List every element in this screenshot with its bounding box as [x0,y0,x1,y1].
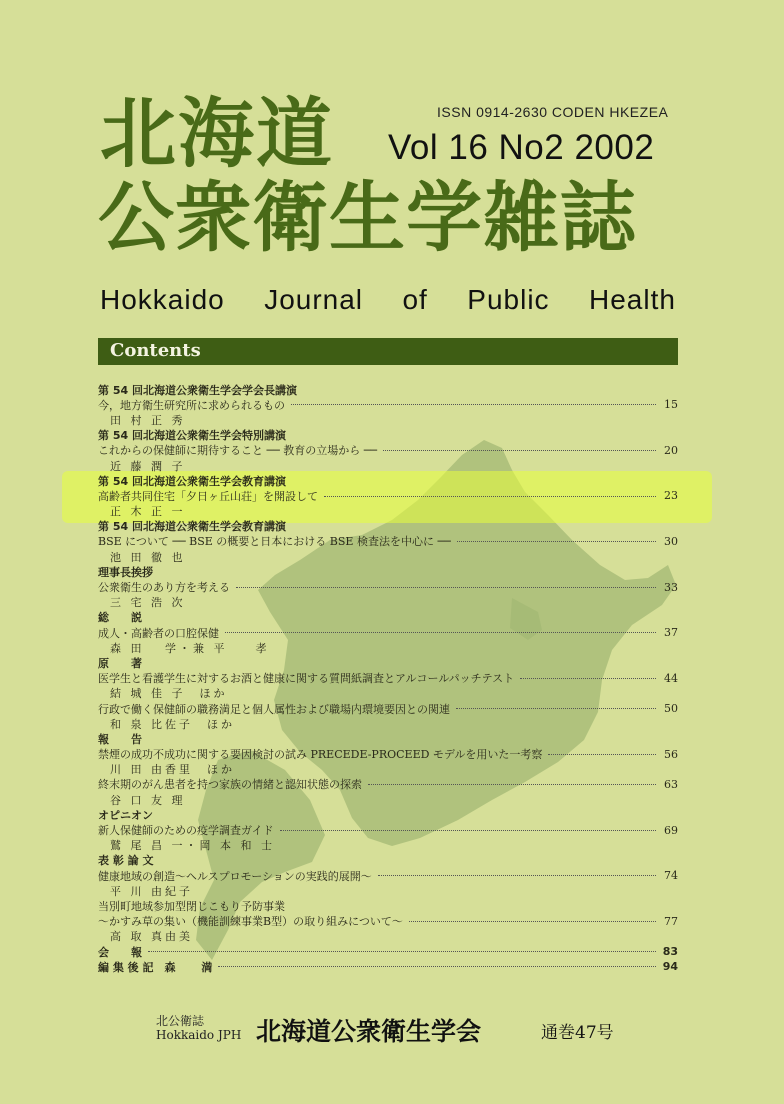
contents-bar [98,338,678,365]
toc-text: 平 川 由紀子 [110,884,193,898]
toc-page-number: 63 [664,777,678,791]
toc-leader-dots [236,587,656,588]
toc-text: 行政で働く保健師の職務満足と個人属性および職場内環境要因との関連 [98,702,450,716]
toc-text: 新人保健師のための疫学調査ガイド [98,824,274,838]
toc-text: 禁煙の成功不成功に関する要因検討の試み PRECEDE-PROCEED モデルを用いた一考察 [98,748,543,762]
toc-entry [98,488,678,503]
toc-section-heading [98,564,678,579]
toc-page-number: 33 [664,580,678,594]
toc-leader-dots [378,875,656,876]
toc-page-number: 77 [664,914,678,928]
toc-text: 成人・高齢者の口腔保健 [98,626,219,640]
toc-section-heading [98,731,678,746]
toc-text: 報 告 [98,732,142,746]
toc-text: 鷲 尾 昌 一・岡 本 和 士 [110,839,275,853]
toc-text: 医学生と看護学生に対するお酒と健康に関する質問紙調査とアルコールパッチテスト [98,672,515,686]
title-en-word: Health [589,284,676,315]
toc-leader-dots [383,450,656,451]
title-en-word: Journal [264,284,364,315]
toc-leader-dots [225,632,656,633]
toc-text: 第 54 回北海道公衆衛生学会教育講演 [98,474,286,488]
issn-coden: ISSN 0914-2630 CODEN HKEZEA [437,104,669,120]
journal-title-jp-line2: 公衆衛生学雑誌 [98,173,637,262]
toc-text: 健康地域の創造〜ヘルスプロモーションの実践的展開〜 [98,869,372,883]
toc-entry [98,701,678,716]
toc-leader-dots [291,404,656,405]
toc-author [98,549,678,564]
title-en-word: Hokkaido [100,284,225,315]
toc-text: 三 宅 浩 次 [110,596,186,610]
toc-entry [98,671,678,686]
toc-text: 第 54 回北海道公衆衛生学会特別講演 [98,429,286,443]
toc-text: 第 54 回北海道公衆衛生学会学会長講演 [98,383,297,397]
journal-title-en [100,284,676,316]
toc-author [98,929,678,944]
toc-page-number: 56 [664,747,678,761]
toc-page-number: 50 [664,702,678,716]
toc-page-number: 20 [664,443,678,457]
toc-author [98,640,678,655]
toc-leader-dots [457,541,656,542]
toc-text: 公衆衛生のあり方を考える [98,581,230,595]
toc-entry [98,625,678,640]
toc-leader-dots [218,966,656,967]
toc-page-number: 44 [664,671,678,685]
toc-author [98,458,678,473]
toc-entry [98,579,678,594]
journal-abbreviation [156,1014,241,1042]
toc-page-number: 74 [664,869,678,883]
toc-text: 総 説 [98,611,142,625]
toc-text: 終末期のがん患者を持つ家族の情緒と認知状態の探索 [98,778,362,792]
toc-leader-dots [324,496,656,497]
toc-leader-dots [520,678,656,679]
title-en-word: Public [467,284,550,315]
toc-entry [98,777,678,792]
toc-section-heading [98,853,678,868]
toc-text: 表 彰 論 文 [98,854,154,868]
contents-label: Contents [110,340,201,361]
toc-entry [98,443,678,458]
toc-text: 池 田 徹 也 [110,550,186,564]
toc-author [98,838,678,853]
title-en-word: of [402,284,428,315]
serial-number: 通巻47号 [541,1023,614,1043]
toc-text: 〜かすみ草の集い（機能訓練事業B型）の取り組みについて〜 [98,915,403,929]
table-of-contents [98,382,678,974]
toc-leader-dots [368,784,656,785]
toc-entry [98,822,678,837]
toc-text: 会 報 [98,945,142,959]
toc-author [98,595,678,610]
abbr-jp: 北公衛誌 [156,1014,205,1028]
society-name: 北海道公衆衛生学会 [256,1017,482,1046]
toc-text: 近 藤 潤 子 [110,459,186,473]
toc-entry [98,868,678,883]
toc-text: 理事長挨拶 [98,565,153,579]
toc-leader-dots [148,951,656,952]
toc-section-heading [98,473,678,488]
toc-author [98,716,678,731]
toc-author [98,792,678,807]
toc-section-heading [98,519,678,534]
toc-section-heading [98,382,678,397]
toc-page-number: 15 [664,398,678,412]
toc-text: 正 木 正 一 [110,505,186,519]
toc-text: これからの保健師に期待すること ── 教育の立場から ── [98,444,377,458]
toc-page-number: 23 [664,489,678,503]
toc-section-heading [98,944,678,959]
toc-text: 川 田 由香里 ほか [110,763,235,777]
toc-page-number: 94 [662,960,678,974]
toc-text: 森 田 学・兼 平 孝 [110,641,270,655]
toc-section-heading [98,428,678,443]
toc-section-heading [98,655,678,670]
toc-entry [98,747,678,762]
toc-leader-dots [548,754,656,755]
toc-page-number: 30 [664,534,678,548]
toc-text: 高齢者共同住宅「夕日ヶ丘山荘」を開設して [98,489,318,503]
abbr-en: Hokkaido JPH [156,1028,242,1042]
toc-author [98,686,678,701]
toc-section-heading [98,610,678,625]
toc-text: 編 集 後 記 森 満 [98,960,213,974]
toc-page-number: 37 [664,626,678,640]
toc-leader-dots [456,708,656,709]
toc-page-number: 69 [664,823,678,837]
toc-text: 今，地方衛生研究所に求められるもの [98,398,285,412]
toc-text: 高 取 真由美 [110,930,193,944]
toc-text: 田 村 正 秀 [110,413,186,427]
toc-leader-dots [409,921,656,922]
toc-text: 和 泉 比佐子 ほか [110,717,235,731]
toc-text: BSE について ── BSE の概要と日本における BSE 検査法を中心に ── [98,535,451,549]
toc-entry [98,914,678,929]
toc-text: 第 54 回北海道公衆衛生学会教育講演 [98,520,286,534]
toc-entry [98,534,678,549]
toc-text: 原 著 [98,656,142,670]
toc-section-heading [98,807,678,822]
toc-author [98,883,678,898]
toc-text: 谷 口 友 理 [110,793,186,807]
toc-page-number: 83 [662,945,678,959]
toc-entry [98,397,678,412]
toc-author [98,412,678,427]
toc-author [98,504,678,519]
toc-leader-dots [280,830,656,831]
toc-author [98,762,678,777]
toc-text: 結 城 佳 子 ほか [110,687,228,701]
toc-entry [98,898,678,913]
journal-title-jp-line1: 北海道 [100,89,334,178]
toc-text: 当別町地域参加型閉じこもり予防事業 [98,899,285,913]
toc-text: オピニオン [98,808,153,822]
volume-issue: Vol 16 No2 2002 [388,128,655,167]
toc-section-heading [98,959,678,974]
